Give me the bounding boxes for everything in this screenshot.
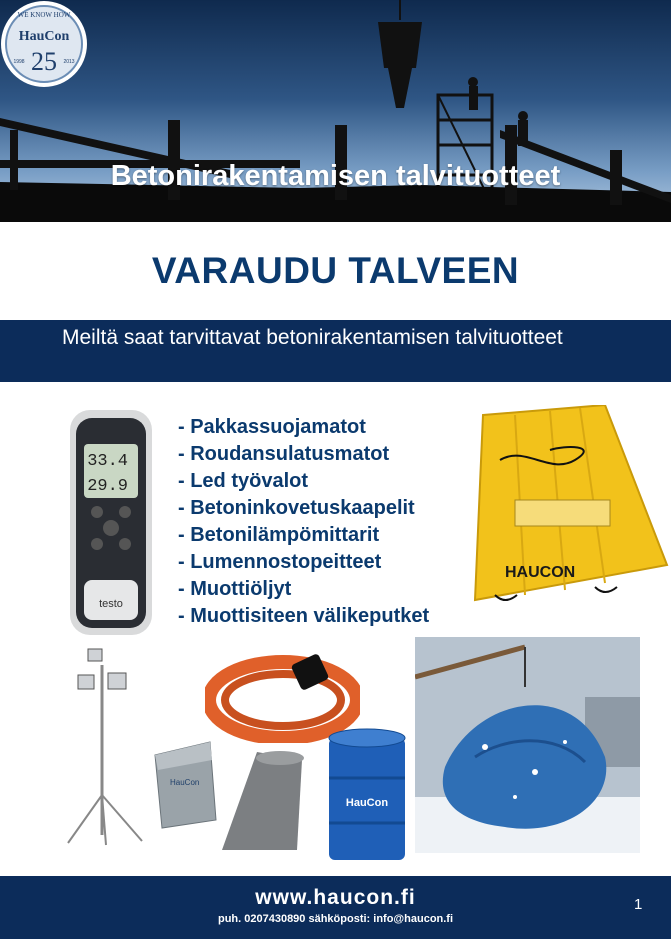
list-item: - Lumennostopeitteet (178, 551, 382, 573)
snow-lifting-cover-photo (415, 637, 640, 853)
plastic-bag-image (150, 740, 220, 830)
list-item: - Betonilämpömittarit (178, 524, 380, 546)
thermometer-image (70, 410, 152, 635)
website-link[interactable]: www.haucon.fi (255, 886, 416, 909)
svg-text:HauCon: HauCon (18, 29, 70, 44)
svg-text:2013: 2013 (63, 59, 75, 65)
oil-barrel-image (325, 728, 410, 865)
list-item: - Roudansulatusmatot (178, 443, 390, 465)
svg-text:testo: testo (99, 598, 123, 610)
svg-text:HauCon: HauCon (345, 797, 389, 809)
svg-text:25: 25 (31, 47, 57, 76)
footer (0, 876, 671, 939)
svg-text:HAUCON: HAUCON (505, 564, 576, 581)
form-roll-image (222, 750, 317, 855)
list-item: - Pakkassuojamatot (178, 416, 366, 438)
list-item: - Muottiöljyt (178, 578, 292, 600)
list-item: - Muottisiteen välikeputket (178, 605, 430, 627)
subtitle-band (0, 320, 671, 382)
page-number: 1 (634, 896, 643, 913)
subtitle-text: Meiltä saat tarvittavat betonirakentamisen talvituotteet (62, 326, 563, 349)
frost-mat-image (455, 405, 670, 605)
product-list (178, 414, 429, 630)
svg-text:29.9: 29.9 (87, 477, 128, 496)
svg-text:1998: 1998 (13, 59, 25, 65)
list-item: - Led työvalot (178, 470, 309, 492)
list-item: - Betoninkovetuskaapelit (178, 497, 415, 519)
page-title: Betonirakentamisen talvituotteet (110, 160, 561, 192)
svg-text:HauCon: HauCon (170, 778, 200, 787)
headline: VARAUDU TALVEEN (151, 250, 520, 291)
svg-text:WE KNOW HOW: WE KNOW HOW (17, 11, 71, 19)
hero-banner (0, 0, 671, 222)
contact-info: puh. 0207430890 sähköposti: info@haucon.fi (217, 913, 454, 925)
haucon-logo (0, 0, 88, 88)
svg-text:33.4: 33.4 (87, 452, 128, 471)
led-light-stand-image (62, 645, 150, 850)
